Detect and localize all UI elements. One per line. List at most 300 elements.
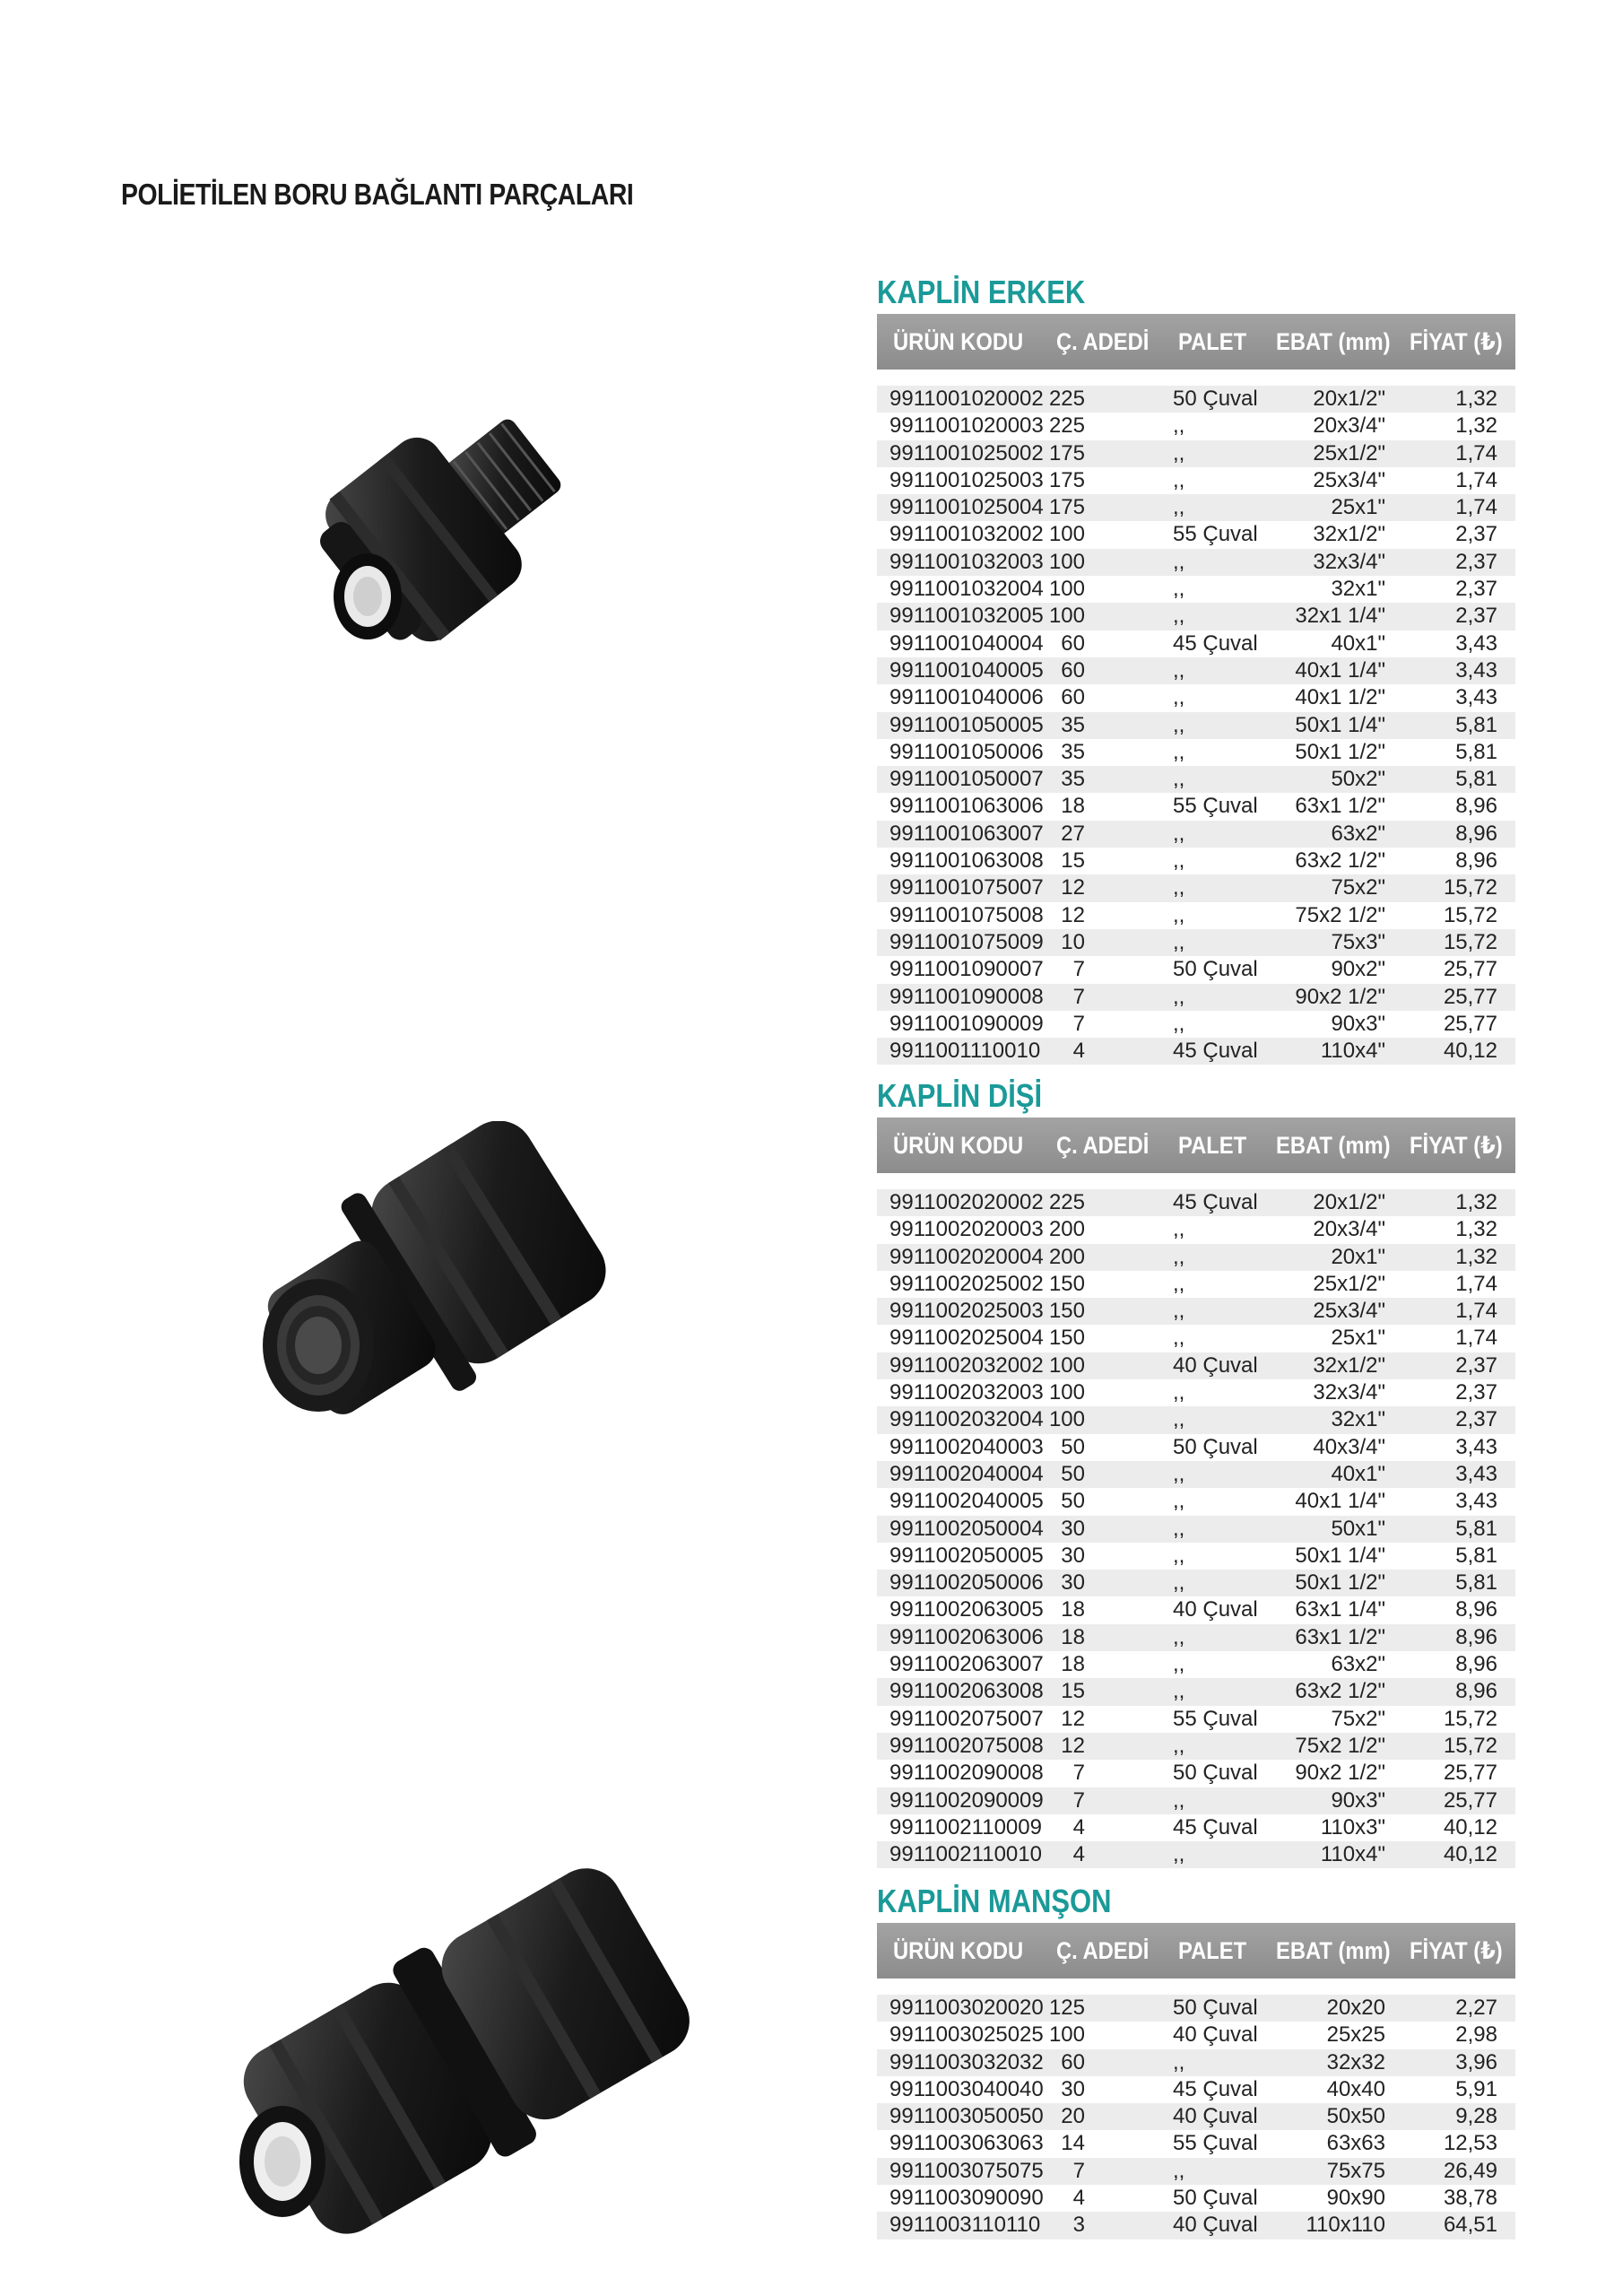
cell-bag-count: 35 — [1061, 739, 1085, 764]
cell-pallet: ,, — [1173, 1733, 1185, 1758]
section-title: KAPLİN ERKEK — [877, 274, 1086, 310]
table-row — [877, 1038, 1515, 1065]
cell-pallet: ,, — [1173, 1652, 1185, 1677]
cell-price: 1,74 — [1455, 1271, 1497, 1296]
header-product-code: ÜRÜN KODU — [893, 1937, 1024, 1964]
cell-pallet: ,, — [1173, 821, 1185, 846]
cell-product-code: 9911003025025 — [889, 2022, 1044, 2048]
cell-product-code: 9911002063008 — [889, 1679, 1044, 1704]
cell-product-code: 9911002075007 — [889, 1706, 1044, 1731]
cell-pallet: ,, — [1173, 739, 1185, 764]
cell-product-code: 9911003040040 — [889, 2076, 1044, 2101]
cell-price: 25,77 — [1443, 957, 1497, 982]
header-size: EBAT (mm) — [1276, 1937, 1391, 1964]
cell-bag-count: 4 — [1072, 2186, 1085, 2211]
cell-size: 90x3" — [1331, 1011, 1385, 1036]
cell-bag-count: 35 — [1061, 712, 1085, 737]
table-row — [877, 1379, 1515, 1406]
cell-product-code: 9911001050007 — [889, 767, 1044, 792]
cell-product-code: 9911002032002 — [889, 1352, 1044, 1378]
cell-product-code: 9911001090007 — [889, 957, 1044, 982]
cell-bag-count: 15 — [1061, 1679, 1085, 1704]
cell-product-code: 9911002025004 — [889, 1326, 1044, 1351]
cell-bag-count: 30 — [1061, 1570, 1085, 1596]
cell-product-code: 9911002020004 — [889, 1244, 1044, 1269]
cell-bag-count: 175 — [1048, 440, 1085, 465]
cell-product-code: 9911003110110 — [889, 2213, 1041, 2238]
cell-product-code: 9911002032003 — [889, 1380, 1044, 1405]
cell-size: 40x1 1/4" — [1295, 1489, 1385, 1514]
table-row — [877, 467, 1515, 494]
cell-bag-count: 30 — [1061, 2076, 1085, 2101]
table-row — [877, 1298, 1515, 1325]
table-header — [877, 314, 1515, 370]
cell-pallet: 40 Çuval — [1173, 2104, 1258, 2129]
section-title: KAPLİN MANŞON — [877, 1883, 1112, 1919]
cell-price: 25,77 — [1443, 984, 1497, 1009]
cell-bag-count: 7 — [1072, 2158, 1085, 2183]
cell-bag-count: 50 — [1061, 1489, 1085, 1514]
cell-size: 50x50 — [1326, 2104, 1385, 2129]
cell-price: 8,96 — [1455, 794, 1497, 819]
cell-product-code: 9911001040004 — [889, 631, 1044, 656]
cell-product-code: 9911001032005 — [889, 604, 1044, 629]
cell-bag-count: 225 — [1048, 1190, 1085, 1214]
cell-product-code: 9911001040005 — [889, 657, 1044, 683]
cell-product-code: 9911002110009 — [889, 1814, 1042, 1839]
table-row — [877, 1596, 1515, 1623]
cell-product-code: 9911001110010 — [889, 1039, 1041, 1064]
table-row — [877, 1406, 1515, 1433]
cell-size: 110x3" — [1320, 1814, 1385, 1839]
cell-size: 32x3/4" — [1313, 549, 1385, 574]
cell-size: 63x2" — [1331, 821, 1385, 846]
cell-bag-count: 14 — [1061, 2131, 1085, 2156]
cell-bag-count: 60 — [1061, 2049, 1085, 2074]
table-row — [877, 576, 1515, 603]
cell-pallet: 55 Çuval — [1173, 522, 1258, 547]
cell-price: 1,74 — [1455, 495, 1497, 520]
cell-pallet: ,, — [1173, 1570, 1185, 1596]
table-row — [877, 1678, 1515, 1705]
cell-product-code: 9911002025003 — [889, 1299, 1044, 1324]
cell-size: 20x3/4" — [1313, 413, 1385, 439]
table-row — [877, 1706, 1515, 1733]
cell-bag-count: 27 — [1061, 821, 1085, 846]
cell-bag-count: 60 — [1061, 657, 1085, 683]
cell-pallet: 40 Çuval — [1173, 2213, 1258, 2238]
cell-size: 63x1 1/2" — [1295, 1624, 1385, 1649]
cell-product-code: 9911001063007 — [889, 821, 1044, 846]
cell-price: 15,72 — [1443, 902, 1497, 927]
table-row — [877, 2049, 1515, 2076]
cell-size: 32x1/2" — [1313, 522, 1385, 547]
cell-size: 50x1 1/4" — [1295, 1543, 1385, 1568]
cell-pallet: ,, — [1173, 1489, 1185, 1514]
table-row — [877, 494, 1515, 521]
cell-bag-count: 50 — [1061, 1434, 1085, 1459]
female-coupling-photo — [247, 1121, 623, 1462]
cell-product-code: 9911002020003 — [889, 1217, 1044, 1242]
cell-size: 110x110 — [1306, 2213, 1385, 2238]
cell-size: 25x25 — [1326, 2022, 1385, 2048]
cell-product-code: 9911001050006 — [889, 739, 1044, 764]
table-row — [877, 1787, 1515, 1814]
cell-bag-count: 30 — [1061, 1516, 1085, 1541]
cell-size: 50x1 1/4" — [1295, 712, 1385, 737]
table-row — [877, 2212, 1515, 2239]
cell-size: 20x1" — [1331, 1244, 1385, 1269]
header-product-code: ÜRÜN KODU — [893, 328, 1024, 355]
cell-price: 1,32 — [1455, 1217, 1497, 1242]
cell-size: 75x2 1/2" — [1295, 1733, 1385, 1758]
table-row — [877, 848, 1515, 874]
cell-bag-count: 7 — [1072, 957, 1085, 982]
cell-size: 75x75 — [1326, 2158, 1385, 2183]
cell-price: 5,81 — [1455, 712, 1497, 737]
cell-product-code: 9911001032003 — [889, 549, 1044, 574]
section-kaplin-manson — [877, 1880, 1515, 2239]
coupling-sleeve-photo — [220, 1866, 722, 2242]
section-kaplin-disi — [877, 1074, 1515, 1868]
header-price: FİYAT (₺) — [1410, 1132, 1503, 1159]
cell-price: 2,37 — [1455, 1352, 1497, 1378]
cell-price: 1,32 — [1455, 1190, 1497, 1214]
cell-product-code: 9911001090009 — [889, 1011, 1044, 1036]
header-bag-count: Ç. ADEDİ — [1056, 1132, 1150, 1159]
cell-product-code: 9911001090008 — [889, 984, 1044, 1009]
cell-price: 1,74 — [1455, 440, 1497, 465]
cell-price: 1,74 — [1455, 1326, 1497, 1351]
cell-price: 40,12 — [1443, 1814, 1497, 1839]
table-row — [877, 1352, 1515, 1379]
cell-price: 1,74 — [1455, 467, 1497, 492]
table-row — [877, 929, 1515, 956]
table-row — [877, 1516, 1515, 1543]
cell-price: 3,43 — [1455, 1489, 1497, 1514]
cell-product-code: 9911002040005 — [889, 1489, 1044, 1514]
cell-pallet: ,, — [1173, 685, 1185, 710]
table-row — [877, 1244, 1515, 1271]
cell-pallet: ,, — [1173, 495, 1185, 520]
table-row — [877, 1651, 1515, 1678]
cell-price: 8,96 — [1455, 1624, 1497, 1649]
cell-product-code: 9911003050050 — [889, 2104, 1044, 2129]
cell-size: 20x3/4" — [1313, 1217, 1385, 1242]
cell-product-code: 9911001040006 — [889, 685, 1044, 710]
cell-product-code: 9911002075008 — [889, 1733, 1044, 1758]
cell-product-code: 9911001075009 — [889, 929, 1044, 954]
cell-product-code: 9911002040003 — [889, 1434, 1044, 1459]
cell-price: 40,12 — [1443, 1039, 1497, 1064]
cell-price: 8,96 — [1455, 1652, 1497, 1677]
cell-pallet: ,, — [1173, 1271, 1185, 1296]
table-row — [877, 1733, 1515, 1760]
cell-product-code: 9911001025002 — [889, 440, 1044, 465]
cell-pallet: 45 Çuval — [1173, 1039, 1258, 1064]
cell-size: 32x32 — [1326, 2049, 1385, 2074]
table-row — [877, 2158, 1515, 2185]
header-price: FİYAT (₺) — [1410, 328, 1503, 355]
cell-pallet: ,, — [1173, 1407, 1185, 1432]
cell-product-code: 9911002090008 — [889, 1761, 1044, 1786]
cell-bag-count: 150 — [1048, 1271, 1085, 1296]
cell-price: 12,53 — [1443, 2131, 1497, 2156]
cell-pallet: 55 Çuval — [1173, 794, 1258, 819]
table-row — [877, 902, 1515, 929]
header-pallet: PALET — [1178, 1937, 1247, 1964]
header-bag-count: Ç. ADEDİ — [1056, 1937, 1150, 1964]
table-row — [877, 1543, 1515, 1570]
cell-bag-count: 18 — [1061, 1597, 1085, 1622]
cell-price: 2,37 — [1455, 1407, 1497, 1432]
cell-product-code: 9911002063005 — [889, 1597, 1044, 1622]
cell-price: 2,98 — [1455, 2022, 1497, 2048]
cell-product-code: 9911002063006 — [889, 1624, 1044, 1649]
cell-bag-count: 35 — [1061, 767, 1085, 792]
cell-size: 20x20 — [1326, 1996, 1385, 2020]
cell-product-code: 9911002050004 — [889, 1516, 1044, 1541]
cell-pallet: 40 Çuval — [1173, 2022, 1258, 2048]
cell-size: 90x2" — [1331, 957, 1385, 982]
table-row — [877, 712, 1515, 739]
cell-bag-count: 18 — [1061, 1652, 1085, 1677]
cell-price: 25,77 — [1443, 1761, 1497, 1786]
table-header — [877, 1923, 1515, 1979]
cell-pallet: ,, — [1173, 657, 1185, 683]
cell-pallet: 40 Çuval — [1173, 1352, 1258, 1378]
cell-pallet: ,, — [1173, 1299, 1185, 1324]
cell-size: 20x1/2" — [1313, 387, 1385, 411]
table-header — [877, 1118, 1515, 1173]
cell-pallet: ,, — [1173, 1787, 1185, 1813]
cell-pallet: 40 Çuval — [1173, 1597, 1258, 1622]
cell-size: 32x1" — [1331, 577, 1385, 602]
cell-size: 63x1 1/2" — [1295, 794, 1385, 819]
cell-size: 40x1" — [1331, 631, 1385, 656]
cell-bag-count: 150 — [1048, 1299, 1085, 1324]
cell-size: 32x3/4" — [1313, 1380, 1385, 1405]
table-row — [877, 1011, 1515, 1038]
table-row — [877, 1325, 1515, 1352]
table-row — [877, 413, 1515, 439]
cell-size: 63x1 1/4" — [1295, 1597, 1385, 1622]
cell-product-code: 9911003020020 — [889, 1996, 1044, 2020]
cell-pallet: 50 Çuval — [1173, 957, 1258, 982]
cell-pallet: ,, — [1173, 1244, 1185, 1269]
cell-product-code: 9911001075008 — [889, 902, 1044, 927]
cell-size: 50x1 1/2" — [1295, 739, 1385, 764]
cell-price: 3,43 — [1455, 631, 1497, 656]
cell-size: 90x2 1/2" — [1295, 1761, 1385, 1786]
cell-price: 2,37 — [1455, 604, 1497, 629]
table-row — [877, 1271, 1515, 1298]
page-title: POLİETİLEN BORU BAĞLANTI PARÇALARI — [121, 178, 634, 211]
table-row — [877, 1461, 1515, 1488]
table-row — [877, 2022, 1515, 2048]
cell-price: 15,72 — [1443, 875, 1497, 900]
cell-pallet: ,, — [1173, 712, 1185, 737]
cell-product-code: 9911001025003 — [889, 467, 1044, 492]
cell-size: 90x90 — [1326, 2186, 1385, 2211]
cell-price: 2,27 — [1455, 1996, 1497, 2020]
cell-pallet: ,, — [1173, 767, 1185, 792]
cell-pallet: ,, — [1173, 604, 1185, 629]
cell-pallet: 50 Çuval — [1173, 1996, 1258, 2020]
cell-bag-count: 100 — [1048, 577, 1085, 602]
cell-price: 40,12 — [1443, 1842, 1497, 1867]
cell-bag-count: 10 — [1061, 929, 1085, 954]
cell-price: 5,91 — [1455, 2076, 1497, 2101]
cell-bag-count: 18 — [1061, 794, 1085, 819]
cell-size: 40x1" — [1331, 1461, 1385, 1486]
cell-bag-count: 30 — [1061, 1543, 1085, 1568]
cell-size: 63x2 1/2" — [1295, 1679, 1385, 1704]
cell-product-code: 9911002110010 — [889, 1842, 1042, 1867]
table-row — [877, 821, 1515, 848]
cell-bag-count: 7 — [1072, 984, 1085, 1009]
table-row — [877, 766, 1515, 793]
cell-bag-count: 100 — [1048, 549, 1085, 574]
cell-bag-count: 7 — [1072, 1787, 1085, 1813]
cell-bag-count: 225 — [1048, 413, 1085, 439]
table-row — [877, 1841, 1515, 1868]
cell-product-code: 9911002090009 — [889, 1787, 1044, 1813]
table-row — [877, 2103, 1515, 2130]
cell-product-code: 9911003090090 — [889, 2186, 1044, 2211]
cell-price: 5,81 — [1455, 739, 1497, 764]
cell-pallet: 45 Çuval — [1173, 2076, 1258, 2101]
cell-price: 25,77 — [1443, 1011, 1497, 1036]
cell-pallet: ,, — [1173, 1217, 1185, 1242]
cell-price: 8,96 — [1455, 1679, 1497, 1704]
cell-size: 40x40 — [1326, 2076, 1385, 2101]
cell-bag-count: 175 — [1048, 467, 1085, 492]
cell-pallet: ,, — [1173, 413, 1185, 439]
cell-price: 38,78 — [1443, 2186, 1497, 2211]
cell-bag-count: 18 — [1061, 1624, 1085, 1649]
cell-size: 75x2 1/2" — [1295, 902, 1385, 927]
table-row — [877, 440, 1515, 467]
cell-pallet: ,, — [1173, 440, 1185, 465]
cell-price: 3,96 — [1455, 2049, 1497, 2074]
table-row — [877, 603, 1515, 630]
table-row — [877, 386, 1515, 413]
cell-bag-count: 12 — [1061, 902, 1085, 927]
cell-bag-count: 125 — [1048, 1996, 1085, 2020]
cell-size: 90x3" — [1331, 1787, 1385, 1813]
cell-bag-count: 100 — [1048, 1407, 1085, 1432]
cell-pallet: ,, — [1173, 549, 1185, 574]
table-row — [877, 739, 1515, 766]
cell-pallet: ,, — [1173, 848, 1185, 874]
cell-price: 3,43 — [1455, 685, 1497, 710]
cell-bag-count: 100 — [1048, 2022, 1085, 2048]
cell-price: 3,43 — [1455, 657, 1497, 683]
cell-product-code: 9911002025002 — [889, 1271, 1044, 1296]
cell-pallet: 45 Çuval — [1173, 1814, 1258, 1839]
table-body — [877, 1995, 1515, 2239]
cell-pallet: ,, — [1173, 875, 1185, 900]
cell-price: 1,32 — [1455, 413, 1497, 439]
cell-product-code: 9911001063006 — [889, 794, 1044, 819]
cell-pallet: ,, — [1173, 1011, 1185, 1036]
cell-price: 5,81 — [1455, 1516, 1497, 1541]
table-row — [877, 631, 1515, 657]
cell-size: 63x2" — [1331, 1652, 1385, 1677]
table-row — [877, 1189, 1515, 1216]
cell-bag-count: 15 — [1061, 848, 1085, 874]
header-pallet: PALET — [1178, 1132, 1247, 1159]
cell-pallet: ,, — [1173, 1679, 1185, 1704]
cell-product-code: 9911001075007 — [889, 875, 1044, 900]
cell-product-code: 9911002050006 — [889, 1570, 1044, 1596]
cell-bag-count: 175 — [1048, 495, 1085, 520]
cell-size: 75x2" — [1331, 875, 1385, 900]
header-size: EBAT (mm) — [1276, 1132, 1391, 1159]
male-coupling-photo — [296, 368, 601, 673]
cell-size: 20x1/2" — [1313, 1190, 1385, 1214]
cell-product-code: 9911002063007 — [889, 1652, 1044, 1677]
cell-bag-count: 12 — [1061, 875, 1085, 900]
table-row — [877, 1624, 1515, 1651]
cell-pallet: 50 Çuval — [1173, 1434, 1258, 1459]
cell-bag-count: 4 — [1072, 1814, 1085, 1839]
cell-price: 2,37 — [1455, 577, 1497, 602]
table-row — [877, 793, 1515, 820]
cell-pallet: 55 Çuval — [1173, 2131, 1258, 2156]
cell-pallet: ,, — [1173, 929, 1185, 954]
cell-size: 75x3" — [1331, 929, 1385, 954]
cell-bag-count: 100 — [1048, 522, 1085, 547]
cell-pallet: ,, — [1173, 2049, 1185, 2074]
cell-pallet: ,, — [1173, 467, 1185, 492]
cell-product-code: 9911001020003 — [889, 413, 1044, 439]
cell-bag-count: 4 — [1072, 1842, 1085, 1867]
cell-size: 32x1/2" — [1313, 1352, 1385, 1378]
cell-price: 8,96 — [1455, 821, 1497, 846]
cell-product-code: 9911001050005 — [889, 712, 1044, 737]
table-row — [877, 1760, 1515, 1787]
cell-product-code: 9911003032032 — [889, 2049, 1044, 2074]
cell-bag-count: 60 — [1061, 685, 1085, 710]
cell-price: 9,28 — [1455, 2104, 1497, 2129]
cell-price: 5,81 — [1455, 1543, 1497, 1568]
cell-size: 75x2" — [1331, 1706, 1385, 1731]
cell-bag-count: 225 — [1048, 387, 1085, 411]
cell-size: 40x1 1/2" — [1295, 685, 1385, 710]
cell-price: 25,77 — [1443, 1787, 1497, 1813]
table-row — [877, 874, 1515, 901]
table-row — [877, 1570, 1515, 1596]
header-size: EBAT (mm) — [1276, 328, 1391, 355]
cell-pallet: 45 Çuval — [1173, 1190, 1258, 1214]
cell-size: 40x1 1/4" — [1295, 657, 1385, 683]
cell-product-code: 9911002032004 — [889, 1407, 1044, 1432]
cell-size: 32x1" — [1331, 1407, 1385, 1432]
table-row — [877, 984, 1515, 1011]
cell-size: 63x2 1/2" — [1295, 848, 1385, 874]
table-row — [877, 1814, 1515, 1841]
cell-bag-count: 20 — [1061, 2104, 1085, 2129]
cell-pallet: 55 Çuval — [1173, 1706, 1258, 1731]
cell-price: 64,51 — [1443, 2213, 1497, 2238]
cell-pallet: ,, — [1173, 1842, 1185, 1867]
cell-size: 32x1 1/4" — [1295, 604, 1385, 629]
cell-bag-count: 200 — [1048, 1244, 1085, 1269]
cell-product-code: 9911001032002 — [889, 522, 1044, 547]
table-row — [877, 549, 1515, 576]
